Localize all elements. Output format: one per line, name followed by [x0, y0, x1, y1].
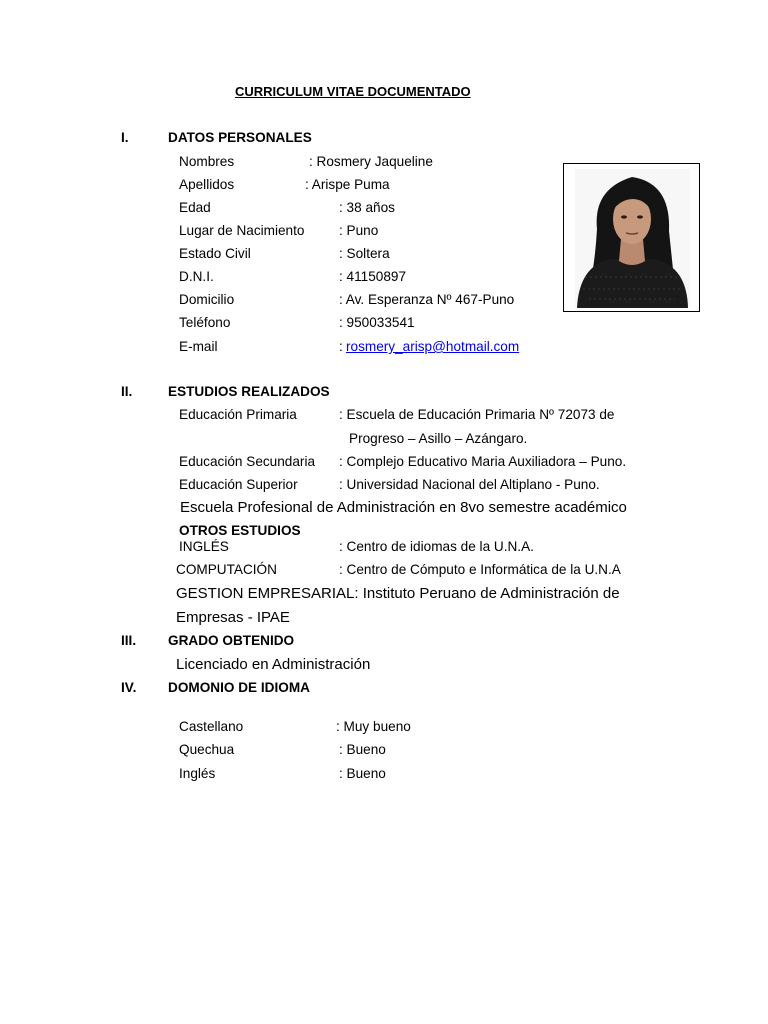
- value-dni: : 41150897: [339, 269, 407, 284]
- value-quechua: : Bueno: [339, 742, 386, 757]
- gestion-empresarial-line2: Empresas - IPAE: [176, 609, 290, 626]
- label-primaria: Educación Primaria: [179, 407, 297, 422]
- label-nacimiento: Lugar de Nacimiento: [179, 223, 305, 238]
- section-heading-personal: DATOS PERSONALES: [168, 130, 312, 145]
- value-domicilio: : Av. Esperanza Nº 467-Puno: [339, 292, 515, 307]
- section-number-2: II.: [121, 384, 133, 399]
- label-nombres: Nombres: [179, 154, 235, 169]
- label-edad: Edad: [179, 200, 211, 215]
- label-quechua: Quechua: [179, 742, 235, 757]
- label-computacion: COMPUTACIÓN: [176, 562, 277, 577]
- section-number-1: I.: [121, 130, 129, 145]
- email-link[interactable]: rosmery_arisp@hotmail.com: [346, 339, 520, 354]
- section-heading-languages: DOMONIO DE IDIOMA: [168, 680, 310, 695]
- label-estado-civil: Estado Civil: [179, 246, 251, 261]
- value-estado-civil: : Soltera: [339, 246, 390, 261]
- label-ingles-estudio: INGLÉS: [179, 539, 229, 554]
- value-nombres: : Rosmery Jaqueline: [309, 154, 433, 169]
- label-domicilio: Domicilio: [179, 292, 235, 307]
- gestion-empresarial-line1: GESTION EMPRESARIAL: Instituto Peruano de Administración de: [176, 585, 620, 602]
- label-castellano: Castellano: [179, 719, 244, 734]
- label-secundaria: Educación Secundaria: [179, 454, 316, 469]
- value-castellano: : Muy bueno: [336, 719, 411, 734]
- label-ingles-idioma: Inglés: [179, 766, 216, 781]
- degree-value: Licenciado en Administración: [176, 656, 371, 673]
- section-number-3: III.: [121, 633, 137, 648]
- escuela-profesional: Escuela Profesional de Administración en 8vo semestre académico: [180, 499, 627, 516]
- value-edad: : 38 años: [339, 200, 395, 215]
- section-number-4: IV.: [121, 680, 137, 695]
- value-ingles-estudio: : Centro de idiomas de la U.N.A.: [339, 539, 534, 554]
- profile-photo: [575, 169, 690, 308]
- label-apellidos: Apellidos: [179, 177, 235, 192]
- value-secundaria: : Complejo Educativo Maria Auxiliadora – Puno.: [339, 454, 627, 469]
- value-apellidos: : Arispe Puma: [305, 177, 390, 192]
- value-primaria-cont: Progreso – Asillo – Azángaro.: [349, 431, 528, 446]
- page-title: CURRICULUM VITAE DOCUMENTADO: [235, 84, 471, 99]
- label-superior: Educación Superior: [179, 477, 298, 492]
- label-email: E-mail: [179, 339, 218, 354]
- otros-estudios-heading: OTROS ESTUDIOS: [179, 523, 301, 538]
- value-telefono: : 950033541: [339, 315, 415, 330]
- value-nacimiento: : Puno: [339, 223, 379, 238]
- value-primaria: : Escuela de Educación Primaria Nº 72073 de: [339, 407, 615, 422]
- section-heading-studies: ESTUDIOS REALIZADOS: [168, 384, 330, 399]
- profile-photo-frame: [563, 163, 700, 312]
- label-dni: D.N.I.: [179, 269, 214, 284]
- email-colon: :: [339, 339, 343, 354]
- section-heading-degree: GRADO OBTENIDO: [168, 633, 295, 648]
- label-telefono: Teléfono: [179, 315, 231, 330]
- value-computacion: : Centro de Cómputo e Informática de la U.N.A: [339, 562, 621, 577]
- value-ingles-idioma: : Bueno: [339, 766, 386, 781]
- value-superior: : Universidad Nacional del Altiplano - Puno.: [339, 477, 600, 492]
